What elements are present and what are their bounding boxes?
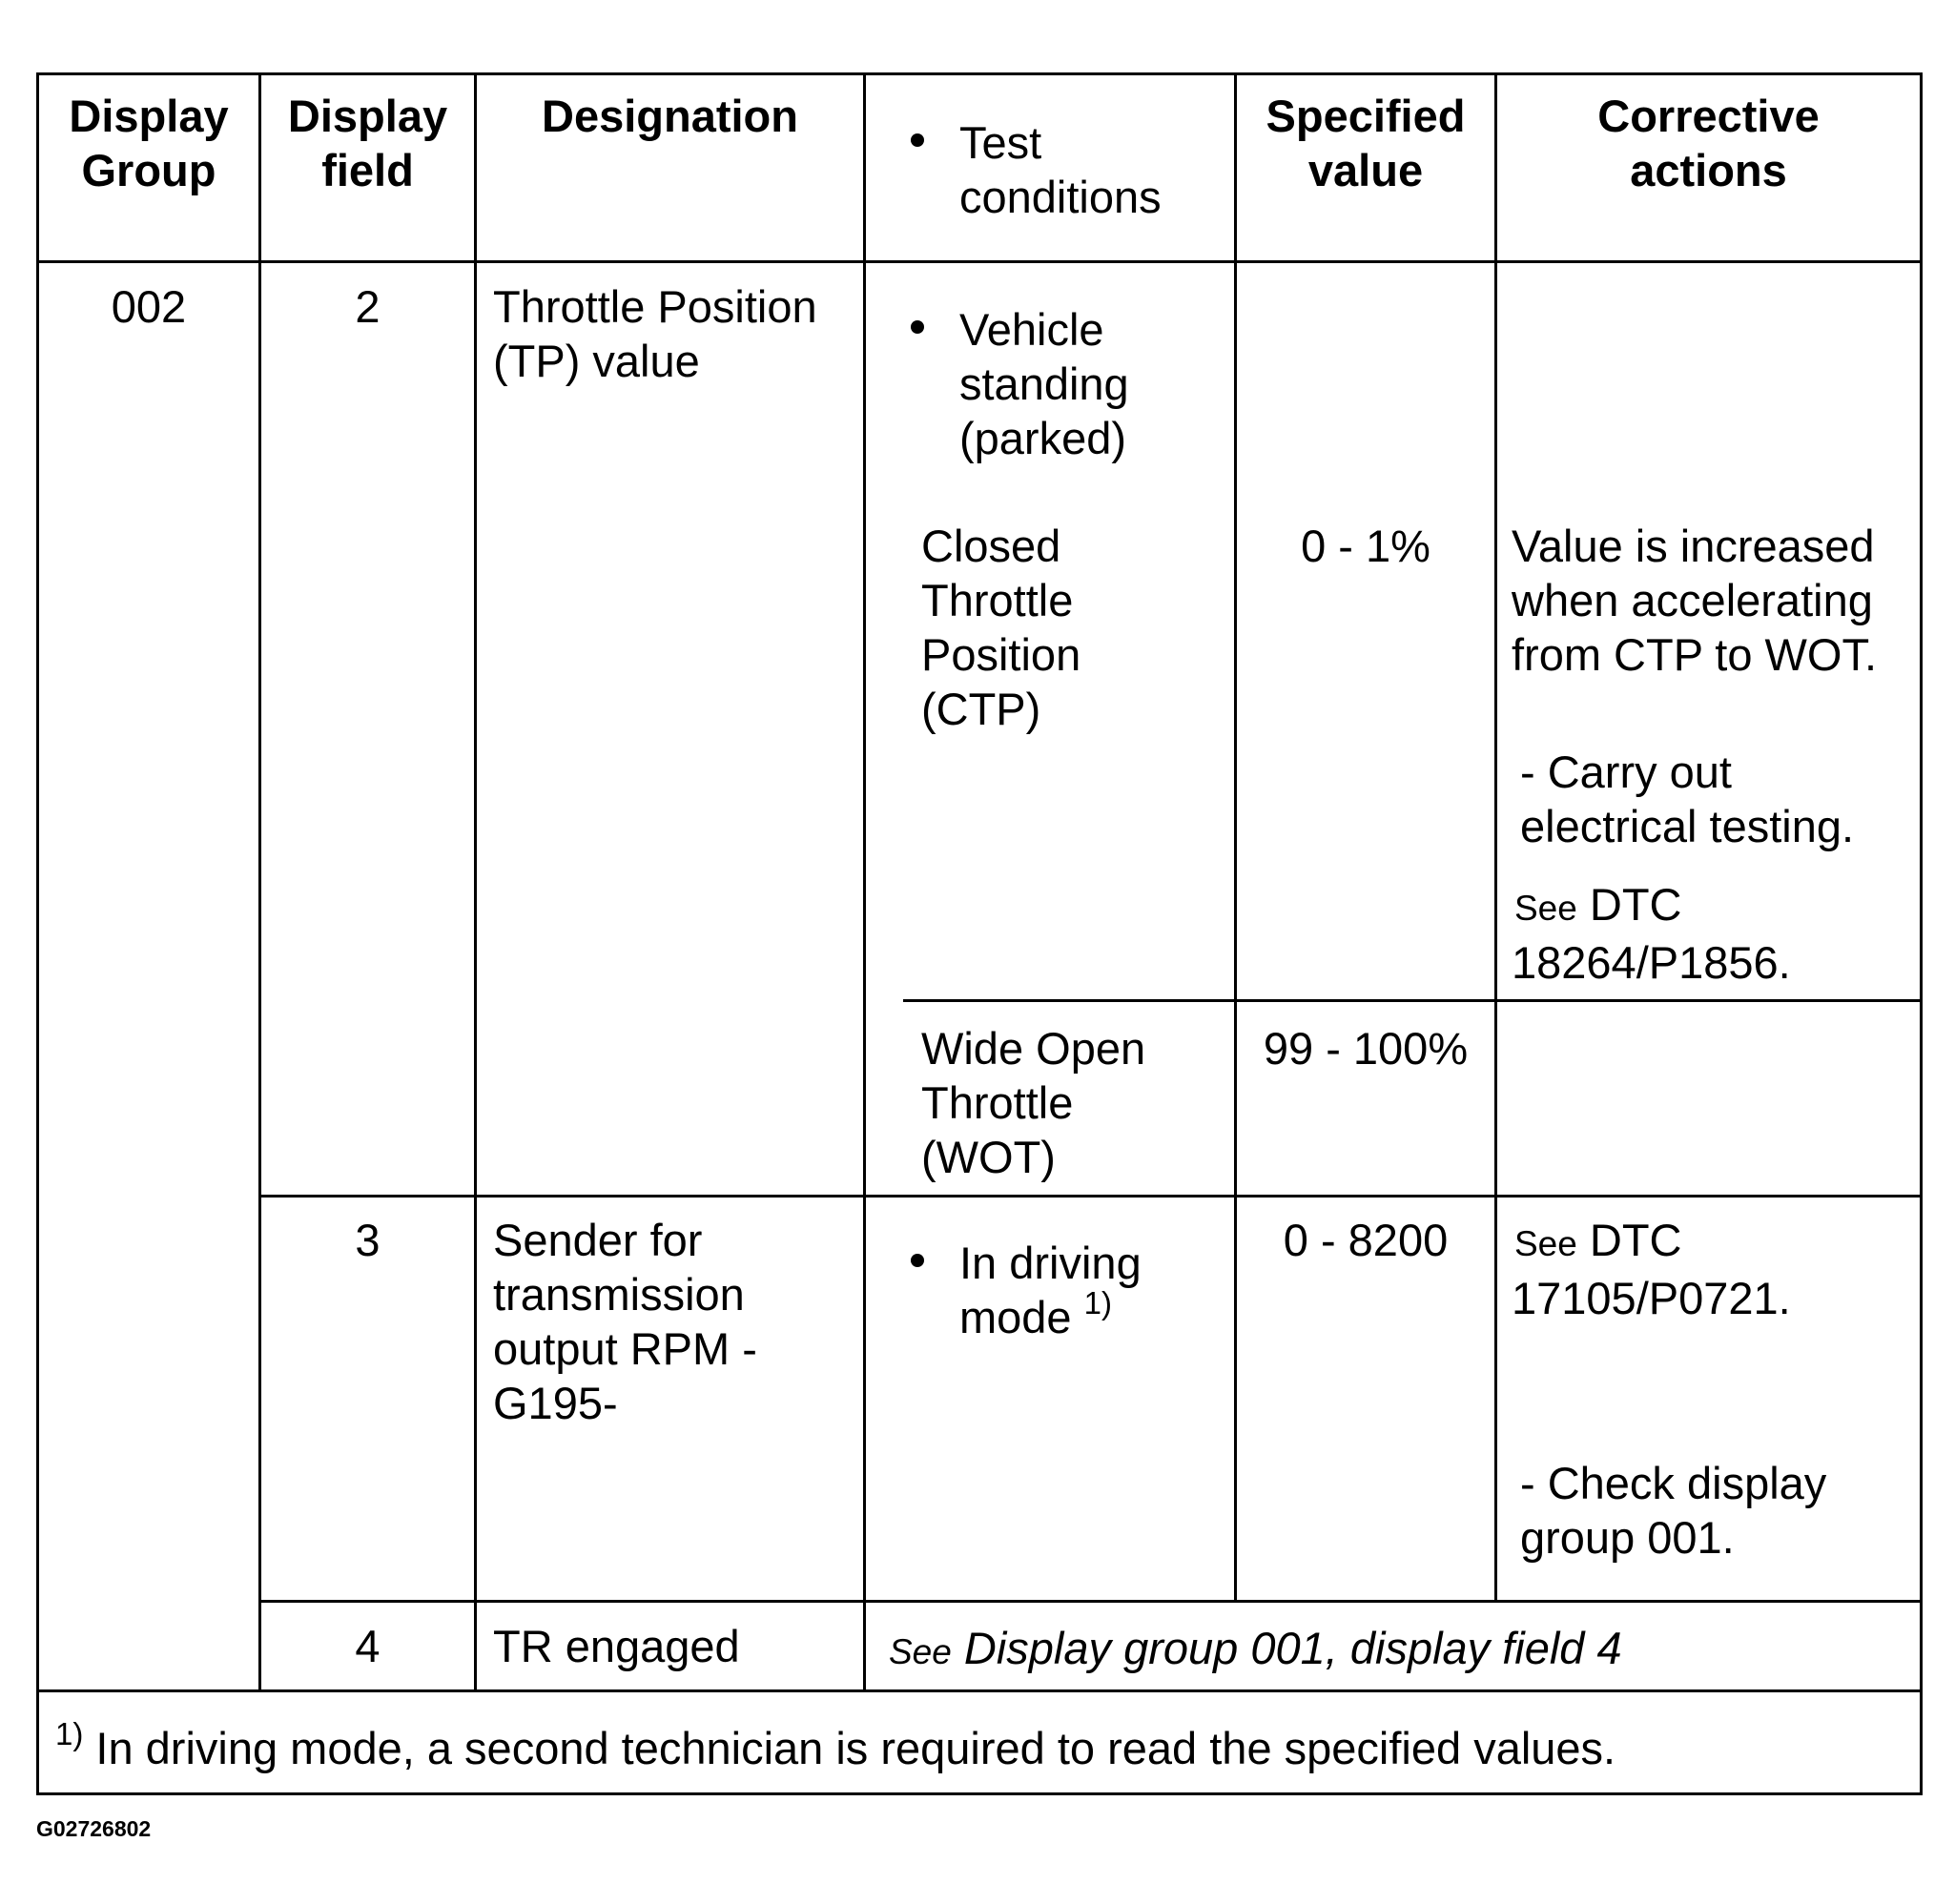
- footnote-divider: [36, 1689, 1923, 1692]
- field-4-designation: TR engaged: [493, 1621, 740, 1671]
- bullet-icon: [911, 133, 924, 147]
- field-3-corrective-step: - Check display group 001.: [1520, 1458, 1827, 1563]
- footnote-text: In driving mode, a second technician is required to read the specified values.: [95, 1723, 1616, 1773]
- col-divider-4: [1234, 72, 1237, 1603]
- wot-specified-value: 99 - 100%: [1263, 1023, 1469, 1074]
- see-prefix: See: [1514, 889, 1577, 928]
- see-rest: DTC: [1589, 1215, 1682, 1265]
- header-corrective-actions: Corrective actions: [1597, 91, 1820, 195]
- figure-code: G02726802: [36, 1816, 152, 1841]
- field-2-condition: Vehicle standing (parked): [959, 304, 1129, 463]
- col-divider-5: [1494, 72, 1497, 1603]
- col-divider-3: [863, 72, 866, 1692]
- ctp-see-reference: See DTC 18264/P1856.: [1512, 879, 1791, 988]
- header-display-field: Display field: [287, 91, 448, 195]
- header-designation: Designation: [542, 91, 798, 141]
- header-divider: [36, 260, 1923, 263]
- see-text: Display group 001, display field 4: [963, 1623, 1622, 1673]
- bullet-icon: [911, 1254, 924, 1267]
- see-rest: DTC: [1589, 879, 1682, 930]
- row-divider-field4: [261, 1600, 1923, 1603]
- display-group-value: 002: [111, 281, 187, 332]
- footnote-marker: 1): [55, 1716, 84, 1751]
- ctp-corrective-step: - Carry out electrical testing.: [1520, 747, 1855, 851]
- wot-condition: Wide Open Throttle (WOT): [921, 1023, 1146, 1182]
- field-4-see-reference: [889, 1621, 1622, 1679]
- field-3-number: 3: [355, 1215, 381, 1265]
- ctp-condition: Closed Throttle Position (CTP): [921, 521, 1081, 734]
- footnote-ref: 1): [1083, 1285, 1112, 1321]
- footnote: [55, 1716, 1616, 1775]
- see-prefix: See: [889, 1632, 952, 1671]
- bullet-icon: [911, 320, 924, 334]
- row-divider-field3: [261, 1195, 1923, 1198]
- col-divider-2: [474, 72, 477, 1692]
- field-3-specified-value: 0 - 8200: [1283, 1215, 1449, 1265]
- field-3-designation: Sender for transmission output RPM - G195-: [493, 1215, 757, 1428]
- field-4-number: 4: [355, 1621, 381, 1671]
- wot-divider: [903, 999, 1923, 1002]
- header-specified-value: Specified value: [1266, 91, 1466, 195]
- header-display-group: Display Group: [69, 91, 229, 195]
- see-prefix: See: [1514, 1224, 1577, 1263]
- field-2-number: 2: [355, 281, 381, 332]
- ctp-specified-value: 0 - 1%: [1301, 521, 1430, 571]
- field-2-designation: Throttle Position (TP) value: [493, 281, 817, 386]
- field-3-condition: In driving mode $^{1)}$: [959, 1238, 1142, 1342]
- ctp-corrective-action: Value is increased when accelerating from CTP to WOT.: [1512, 521, 1877, 680]
- header-test-conditions: Test conditions: [959, 117, 1162, 222]
- field-3-see-reference: See DTC 17105/P0721.: [1512, 1215, 1791, 1323]
